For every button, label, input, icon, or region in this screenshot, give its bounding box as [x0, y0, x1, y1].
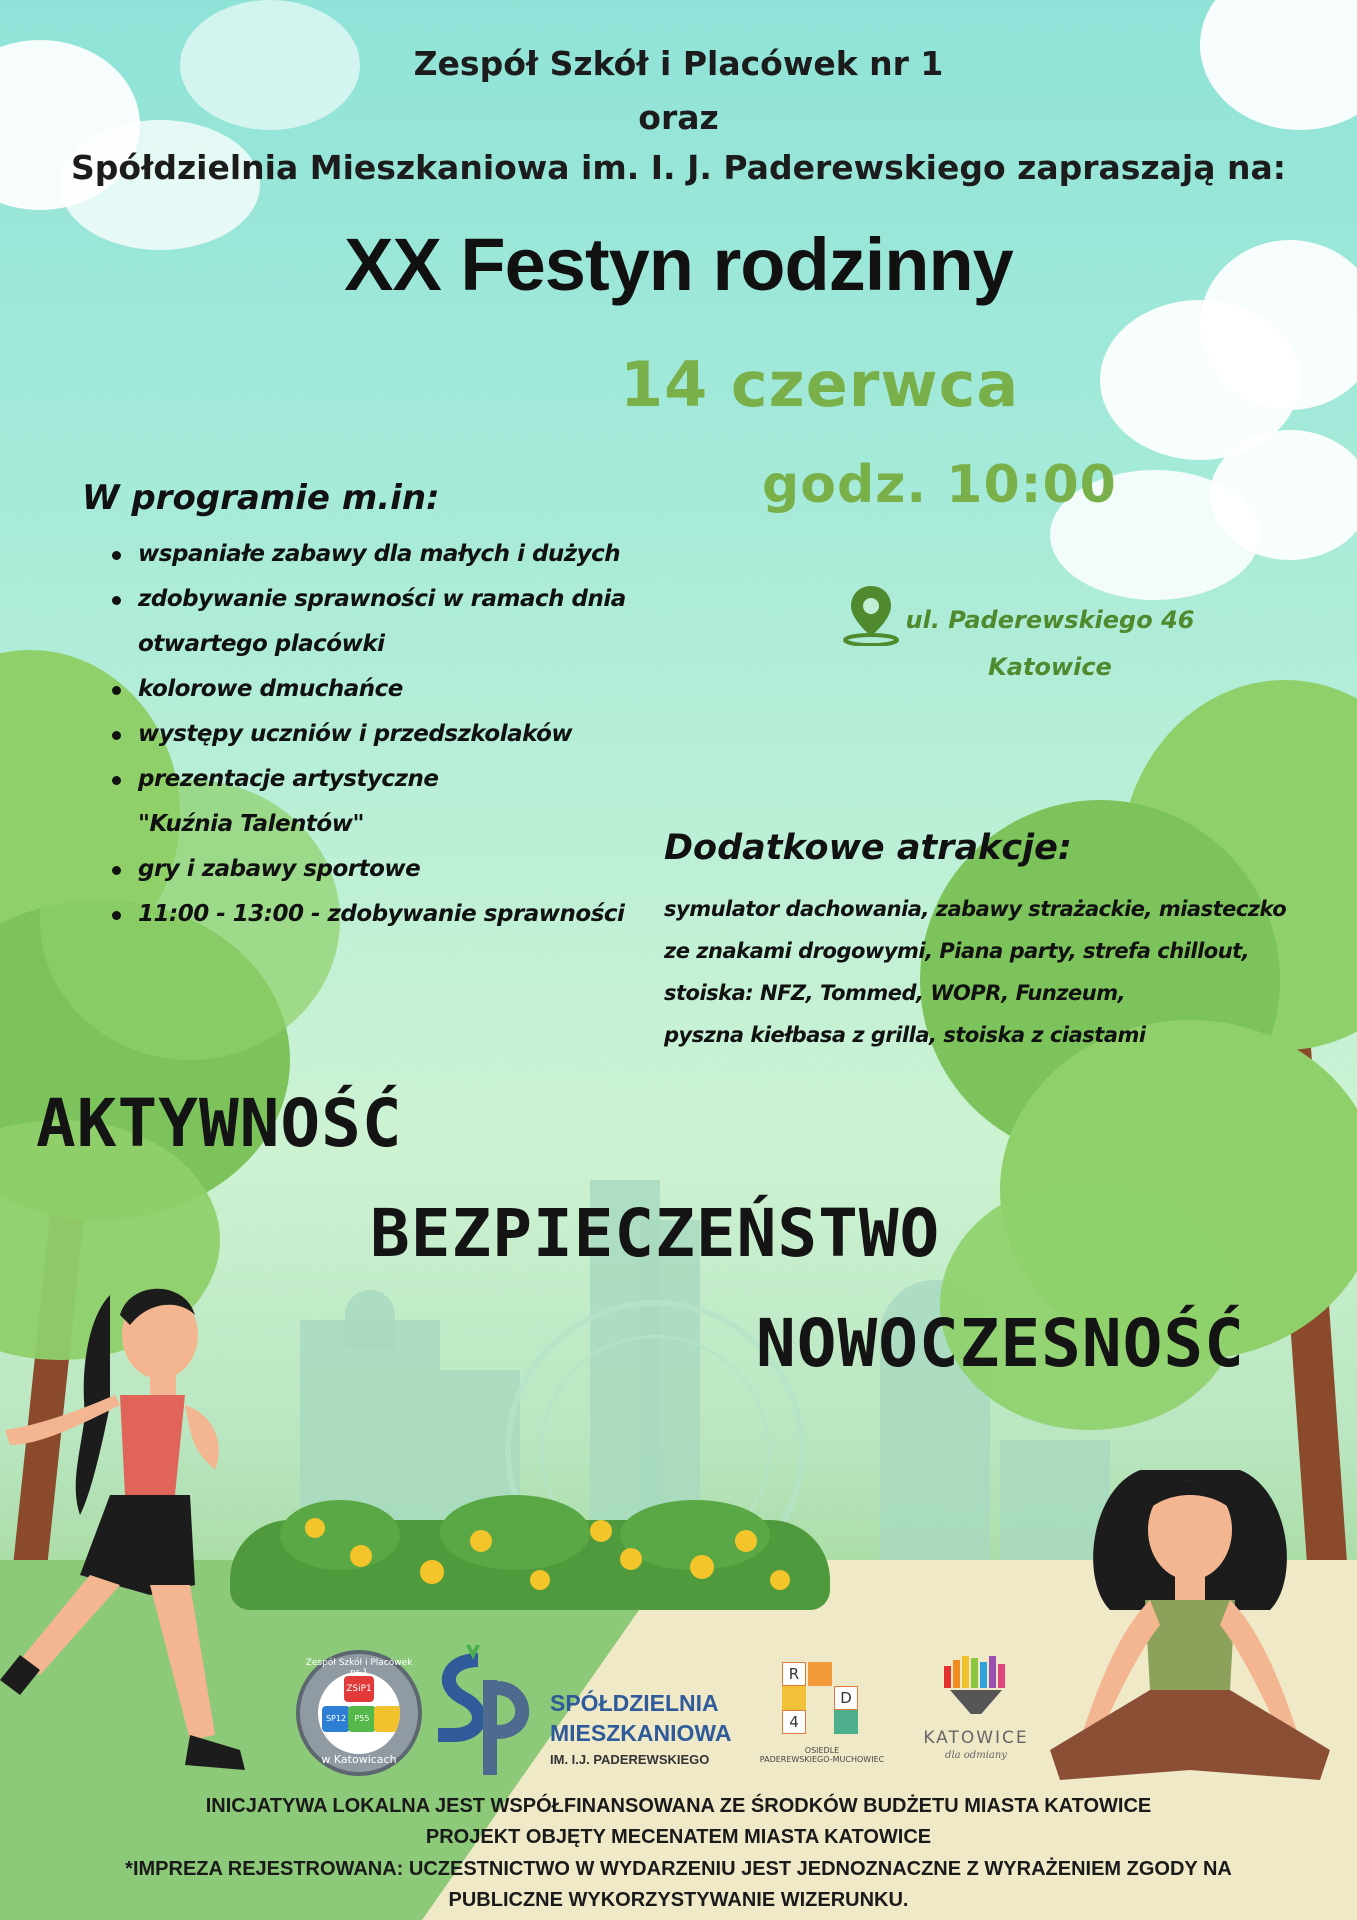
smp-logo-mark [428, 1640, 538, 1780]
zsip-logo [296, 1650, 422, 1776]
extras-line: symulator dachowania, zabawy strażackie, miasteczko [664, 897, 1287, 921]
katowice-logo-bar [980, 1662, 987, 1688]
footer-patronage: PROJEKT OBJĘTY MECENATEM MIASTA KATOWICE [425, 1826, 932, 1848]
program-item: gry i zabawy sportowe [100, 847, 660, 892]
event-time: godz. 10:00 [762, 455, 1117, 515]
katowice-logo-bar [944, 1666, 951, 1688]
organizer-line: Zespół Szkół i Placówek nr 1 [413, 44, 944, 83]
extras-line: stoiska: NFZ, Tommed, WOPR, Funzeum, [664, 981, 1126, 1005]
slogan-activity: AKTYWNOŚĆ [36, 1085, 403, 1162]
rd4-tile [782, 1686, 806, 1710]
flower [690, 1555, 714, 1579]
flower [420, 1560, 444, 1584]
extras-line: pyszna kiełbasa z grilla, stoiska z ciastami [664, 1023, 1146, 1047]
rd4-letter: 4 [782, 1710, 806, 1734]
slogan-safety: BEZPIECZEŃSTWO [370, 1195, 941, 1272]
footer-consent-cont: PUBLICZNE WYKORZYSTYWANIE WIZERUNKU. [448, 1889, 909, 1911]
program-item-continuation: "Kuźnia Talentów" [138, 811, 364, 837]
zsip-p55-label: P55 [348, 1706, 376, 1732]
flower [350, 1545, 372, 1567]
extras-text [664, 888, 1314, 1056]
location-block [842, 582, 900, 650]
katowice-logo-base [950, 1690, 1002, 1714]
cloud [1210, 430, 1357, 560]
meditating-woman-illustration [1030, 1450, 1350, 1790]
katowice-logo-bar [971, 1658, 978, 1688]
katowice-logo-bar [953, 1660, 960, 1688]
footer-funding: INICJATYWA LOKALNA JEST WSPÓŁFINANSOWANA ZE ŚRODKÓW BUDŻETU MIASTA KATOWICE [205, 1795, 1152, 1817]
program-item: występy uczniów i przedszkolaków [100, 712, 660, 757]
flower [530, 1570, 550, 1590]
location-city: Katowice [988, 653, 1112, 681]
rd4-logo [782, 1662, 862, 1742]
rd4-caption [742, 1746, 902, 1764]
program-item-continuation: otwartego placówki [138, 631, 385, 657]
flower [770, 1570, 790, 1590]
organizer-conjunction: oraz [638, 98, 719, 137]
rd4-caption-line: OSIEDLE [804, 1746, 840, 1755]
rd4-letter: R [782, 1662, 806, 1686]
flower [590, 1520, 612, 1542]
puzzle-piece [374, 1706, 400, 1732]
program-heading: W programie m.in: [82, 478, 440, 518]
smp-name-line1: SPÓŁDZIELNIA [550, 1690, 719, 1716]
event-date: 14 czerwca [620, 348, 1020, 421]
rd4-tile [834, 1710, 858, 1734]
zsip-logo-bottom-text: w Katowicach [321, 1753, 397, 1766]
program-item: 11:00 - 13:00 - zdobywanie sprawności [100, 892, 660, 937]
slogan-modernity: NOWOCZESNOŚĆ [756, 1305, 1245, 1382]
bush [440, 1495, 590, 1570]
flower [735, 1530, 757, 1552]
map-pin-icon [842, 582, 900, 646]
katowice-tagline: dla odmiany [945, 1750, 1007, 1761]
rd4-tile [808, 1662, 832, 1686]
zsip-logo-top-text: Zespół Szkół i Placówek [305, 1658, 413, 1668]
footer-consent: *IMPREZA REJESTROWANA: UCZESTNICTWO W WYDARZENIU JEST JEDNOZNACZNE Z WYRAŻENIEM ZGODY NA [125, 1858, 1232, 1880]
rd4-letter: D [834, 1686, 858, 1710]
rd4-caption-line: PADEREWSKIEGO-MUCHOWIEC [759, 1755, 885, 1764]
extras-line: ze znakami drogowymi, Piana party, strefa chillout, [664, 939, 1250, 963]
program-item: wspaniałe zabawy dla małych i dużych [100, 532, 660, 577]
zsip-center-label: ZSiP1 [344, 1676, 374, 1702]
flower [305, 1518, 325, 1538]
smp-name-line2: MIESZKANIOWA [550, 1720, 732, 1746]
katowice-logo-bar [989, 1656, 996, 1688]
smp-name-line3: IM. I.J. PADEREWSKIEGO [550, 1752, 710, 1767]
katowice-logo-bar [998, 1664, 1005, 1688]
katowice-logo [944, 1656, 1010, 1716]
flower [620, 1548, 642, 1570]
program-item: kolorowe dmuchańce [100, 667, 660, 712]
organizer-line-2: Spółdzielnia Mieszkaniowa im. I. J. Paderewskiego zapraszają na: [71, 148, 1286, 187]
zsip-sp12-label: SP12 [322, 1706, 350, 1732]
event-title: XX Festyn rodzinny [344, 223, 1013, 306]
katowice-name: KATOWICE [923, 1728, 1029, 1748]
building [345, 1290, 395, 1350]
program-list [100, 532, 660, 937]
runner-illustration [0, 1255, 300, 1795]
program-item: prezentacje artystyczne [100, 757, 660, 802]
extras-heading: Dodatkowe atrakcje: [664, 828, 1072, 868]
location-street: ul. Paderewskiego 46 [905, 606, 1195, 634]
program-item: zdobywanie sprawności w ramach dnia [100, 577, 660, 622]
flower [470, 1530, 492, 1552]
katowice-logo-bar [962, 1656, 969, 1688]
zsip-logo-puzzle [318, 1672, 400, 1754]
